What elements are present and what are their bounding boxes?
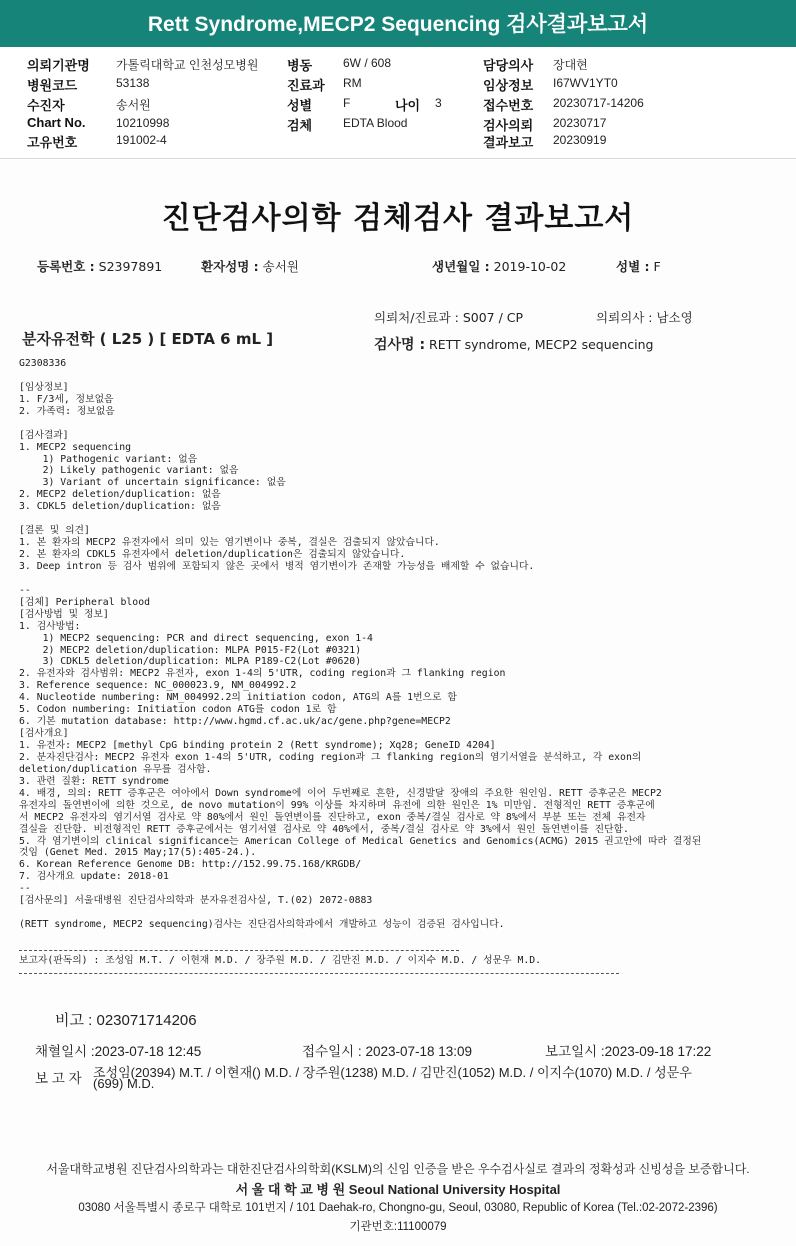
reporters-line-1: 조성임(20394) M.T. / 이현재() M.D. / 장주원(1238) M.D. / 김만진(1052) M.D. / 이지수(1070) M.D. / 성문우 — [93, 1065, 692, 1080]
info-value: 3 — [435, 96, 442, 110]
info-label: 검체 — [287, 118, 313, 133]
report-body-line: 3) Variant of uncertain significance: 없음 — [19, 477, 286, 489]
report-body-line: 2. MECP2 deletion/duplication: 없음 — [19, 489, 221, 501]
collection-datetime: 채혈일시 :2023-07-18 12:45 — [35, 1044, 202, 1059]
info-label: 결과보고 — [483, 135, 534, 150]
report-body-line: 4. 배경, 의의: RETT 증후군은 여아에서 Down syndrome에 이어 두번째로 흔한, 신경발달 장애의 주요한 원인임. RETT 증후군은 MECP2 — [19, 787, 662, 799]
report-body-line: 6. 기본 mutation database: http://www.hgmd.cf.ac.uk/ac/gene.php?gene=MECP2 — [19, 716, 451, 728]
info-value: 20230717 — [553, 116, 607, 130]
sex: 성별 : F — [616, 259, 661, 274]
info-value: 가톨릭대학교 인천성모병원 — [116, 58, 259, 72]
requesting-doctor: 의뢰의사 : 남소영 — [596, 310, 693, 325]
report-body-line: -- — [19, 883, 31, 895]
report-body-line: [결론 및 의견] — [19, 525, 90, 537]
report-body-line: [검체] Peripheral blood — [19, 596, 150, 608]
hospital-address: 03080 서울특별시 종로구 대학로 101번지 / 101 Daehak-ro, Chongno-gu, Seoul, 03080, Republic of Korea (Tel.:02-2072-2396) — [78, 1202, 718, 1214]
report-body-line: [검사방법 및 정보] — [19, 608, 109, 620]
info-value: 6W / 608 — [343, 56, 392, 70]
report-body-line — [19, 513, 789, 525]
section-heading: 분자유전학 ( L25 ) [ EDTA 6 mL ] — [22, 330, 274, 348]
report-body-line — [19, 573, 789, 585]
birth-date: 생년월일 : 2019-10-02 — [432, 259, 567, 274]
registration-number: 등록번호 : S2397891 — [37, 259, 163, 274]
divider — [0, 158, 796, 159]
report-body-line: [검사개요] — [19, 728, 69, 740]
info-label: 담당의사 — [483, 58, 534, 73]
report-body-line: 보고자(판독의) : 조성임 M.T. / 이현재 M.D. / 장주원 M.D. / 김만진 M.D. / 이지수 M.D. / 성문우 M.D. — [19, 954, 542, 966]
dashed-divider — [19, 973, 619, 974]
report-body-line: 5. 각 염기변이의 clinical significance는 American College of Medical Genetics and Genomics(ACMG) 2015 권고안에 따라 결정된 — [19, 835, 702, 847]
reporters-line-2: (699) M.D. — [93, 1076, 155, 1091]
report-body-line: (RETT syndrome, MECP2 sequencing)검사는 진단검사의학과에서 개발하고 성능이 검증된 검사입니다. — [19, 919, 505, 931]
info-label: 고유번호 — [27, 135, 78, 150]
report-body-line: 2. 유전자와 검사범위: MECP2 유전자, exon 1-4의 5'UTR, coding region과 그 flanking region — [19, 668, 506, 680]
patient-name: 환자성명 : 송서원 — [201, 259, 299, 274]
report-body-line: 2. 가족력: 정보없음 — [19, 405, 115, 417]
receipt-datetime: 접수일시 : 2023-07-18 13:09 — [302, 1044, 473, 1059]
info-value: 53138 — [116, 76, 150, 90]
info-value: EDTA Blood — [343, 116, 408, 130]
document-title: 진단검사의학 검체검사 결과보고서 — [161, 201, 635, 236]
report-body-line — [19, 907, 789, 919]
info-label: 진료과 — [287, 78, 325, 93]
report-body-line: [검사결과] — [19, 429, 69, 441]
report-title: Rett Syndrome,MECP2 Sequencing 검사결과보고서 — [147, 13, 649, 36]
report-body-line: deletion/duplication 유무를 검사함. — [19, 763, 212, 775]
info-label: 나이 — [395, 98, 421, 113]
info-label: Chart No. — [27, 115, 86, 130]
report-title-bar — [0, 0, 796, 47]
report-body-line: 3. CDKL5 deletion/duplication: 없음 — [19, 501, 221, 513]
report-body-line: [검사문의] 서울대병원 진단검사의학과 분자유전검사실, T.(02) 2072-0883 — [19, 895, 373, 907]
info-value: 20230717-14206 — [553, 96, 644, 110]
institution-number: 기관번호:11100079 — [349, 1221, 447, 1233]
certification-note: 서울대학교병원 진단검사의학과는 대한진단검사의학회(KSLM)의 신임 인증을 받은 우수검사실로 결과의 정확성과 신빙성을 보증합니다. — [46, 1162, 750, 1176]
report-body-line: 1. MECP2 sequencing — [19, 441, 132, 453]
requesting-dept: 의뢰처/진료과 : S007 / CP — [374, 310, 524, 325]
report-body-line: 2. 본 환자의 CDKL5 유전자에서 deletion/duplication은 검출되지 않았습니다. — [19, 549, 406, 560]
report-body-line — [19, 943, 789, 955]
report-body-line: 3) CDKL5 deletion/duplication: MLPA P189-C2(Lot #0620) — [19, 656, 362, 668]
report-body-line: 1) MECP2 sequencing: PCR and direct sequencing, exon 1-4 — [19, 632, 373, 644]
report-body-line: 5. Codon numbering: Initiation codon ATG를 codon 1로 함 — [19, 704, 337, 716]
report-body-line: 3. Reference sequence: NC_000023.9, NM_004992.2 — [19, 680, 297, 692]
info-value: 191002-4 — [116, 133, 167, 147]
info-value: F — [343, 96, 351, 110]
report-body-line: 1. 유전자: MECP2 [methyl CpG binding protein 2 (Rett syndrome); Xq28; GeneID 4204] — [19, 740, 496, 751]
info-label: 검사의뢰 — [483, 118, 534, 133]
report-body-line: 6. Korean Reference Genome DB: http://152.99.75.168/KRGDB/ — [19, 859, 362, 871]
info-value: I67WV1YT0 — [553, 76, 618, 90]
report-body-line: G2308336 — [19, 358, 67, 369]
info-label: 성별 — [287, 98, 313, 113]
info-label: 병원코드 — [27, 78, 78, 93]
report-body-line: 4. Nucleotide numbering: NM_004992.2의 initiation codon, ATG의 A를 1번으로 함 — [19, 692, 457, 704]
info-value: RM — [343, 76, 362, 90]
report-body-line: 1. 검사방법: — [19, 620, 81, 632]
report-body-line: [임상정보] — [19, 381, 69, 393]
test-name: 검사명 : RETT syndrome, MECP2 sequencing — [374, 337, 654, 353]
report-body-line: 2) MECP2 deletion/duplication: MLPA P015-F2(Lot #0321) — [19, 644, 362, 656]
info-value: 송서원 — [116, 98, 151, 112]
report-body-line: 7. 검사개요 update: 2018-01 — [19, 871, 169, 883]
report-body-line — [19, 418, 789, 430]
info-label: 임상정보 — [483, 78, 534, 93]
report-body-line: 2. 분자진단검사: MECP2 유전자 exon 1-4의 5'UTR, coding region과 그 flanking region의 염기서열을 분석하고, 각 exon의 — [19, 751, 642, 763]
remark: 비고 : 023071714206 — [55, 1012, 197, 1029]
report-body-line: 유전자의 돌연변이에 의한 것으로, de novo mutation이 99% 이상를 차지하며 유전에 의한 원인은 1% 미만임. 전형적인 RETT 증후군에 — [19, 799, 655, 811]
info-label: 병동 — [287, 58, 313, 73]
report-body-line: 1. 본 환자의 MECP2 유전자에서 의미 있는 염기변이나 중복, 결실은 검출되지 않았습니다. — [19, 537, 440, 549]
dashed-divider — [19, 950, 459, 951]
report-body-line: 2) Likely pathogenic variant: 없음 — [19, 465, 239, 477]
report-body-line — [19, 931, 789, 943]
report-body-line: 1) Pathogenic variant: 없음 — [19, 453, 198, 465]
info-value: 10210998 — [116, 116, 170, 130]
info-label: 수진자 — [27, 98, 65, 113]
report-datetime: 보고일시 :2023-09-18 17:22 — [545, 1044, 712, 1059]
report-body-line: 것임 (Genet Med. 2015 May;17(5):405-24.). — [19, 847, 257, 859]
report-body — [19, 358, 789, 967]
report-body-line: -- — [19, 584, 31, 596]
info-value: 장대현 — [553, 58, 588, 72]
info-label: 접수번호 — [483, 98, 534, 113]
report-body-line: 3. 관련 질환: RETT syndrome — [19, 775, 169, 787]
hospital-name: 서 울 대 학 교 병 원 Seoul National University Hospital — [235, 1182, 561, 1197]
report-body-line: 1. F/3세, 정보없음 — [19, 393, 114, 405]
report-body-line: 서 MECP2 유전자의 염기서열 검사로 약 80%에서 원인 돌연변이를 진단하고, exon 중복/결실 검사로 약 8%에서 부분 또는 전체 유전자 — [19, 811, 646, 823]
report-body-line: 결실을 진단함. 비전형적인 RETT 증후군에서는 염기서열 검사로 약 40%에서, 중복/결실 검사로 약 3%에서 원인 돌연변이를 진단함. — [19, 823, 629, 835]
info-value: 20230919 — [553, 133, 607, 147]
reporters-label: 보 고 자 — [35, 1071, 82, 1086]
report-body-line: 3. Deep intron 등 검사 범위에 포함되지 않은 곳에서 병적 염기변이가 존재할 가능성을 배제할 수 없습니다. — [19, 560, 535, 572]
report-body-line — [19, 370, 789, 382]
patient-info-grid — [0, 55, 796, 155]
info-label: 의뢰기관명 — [27, 58, 90, 73]
